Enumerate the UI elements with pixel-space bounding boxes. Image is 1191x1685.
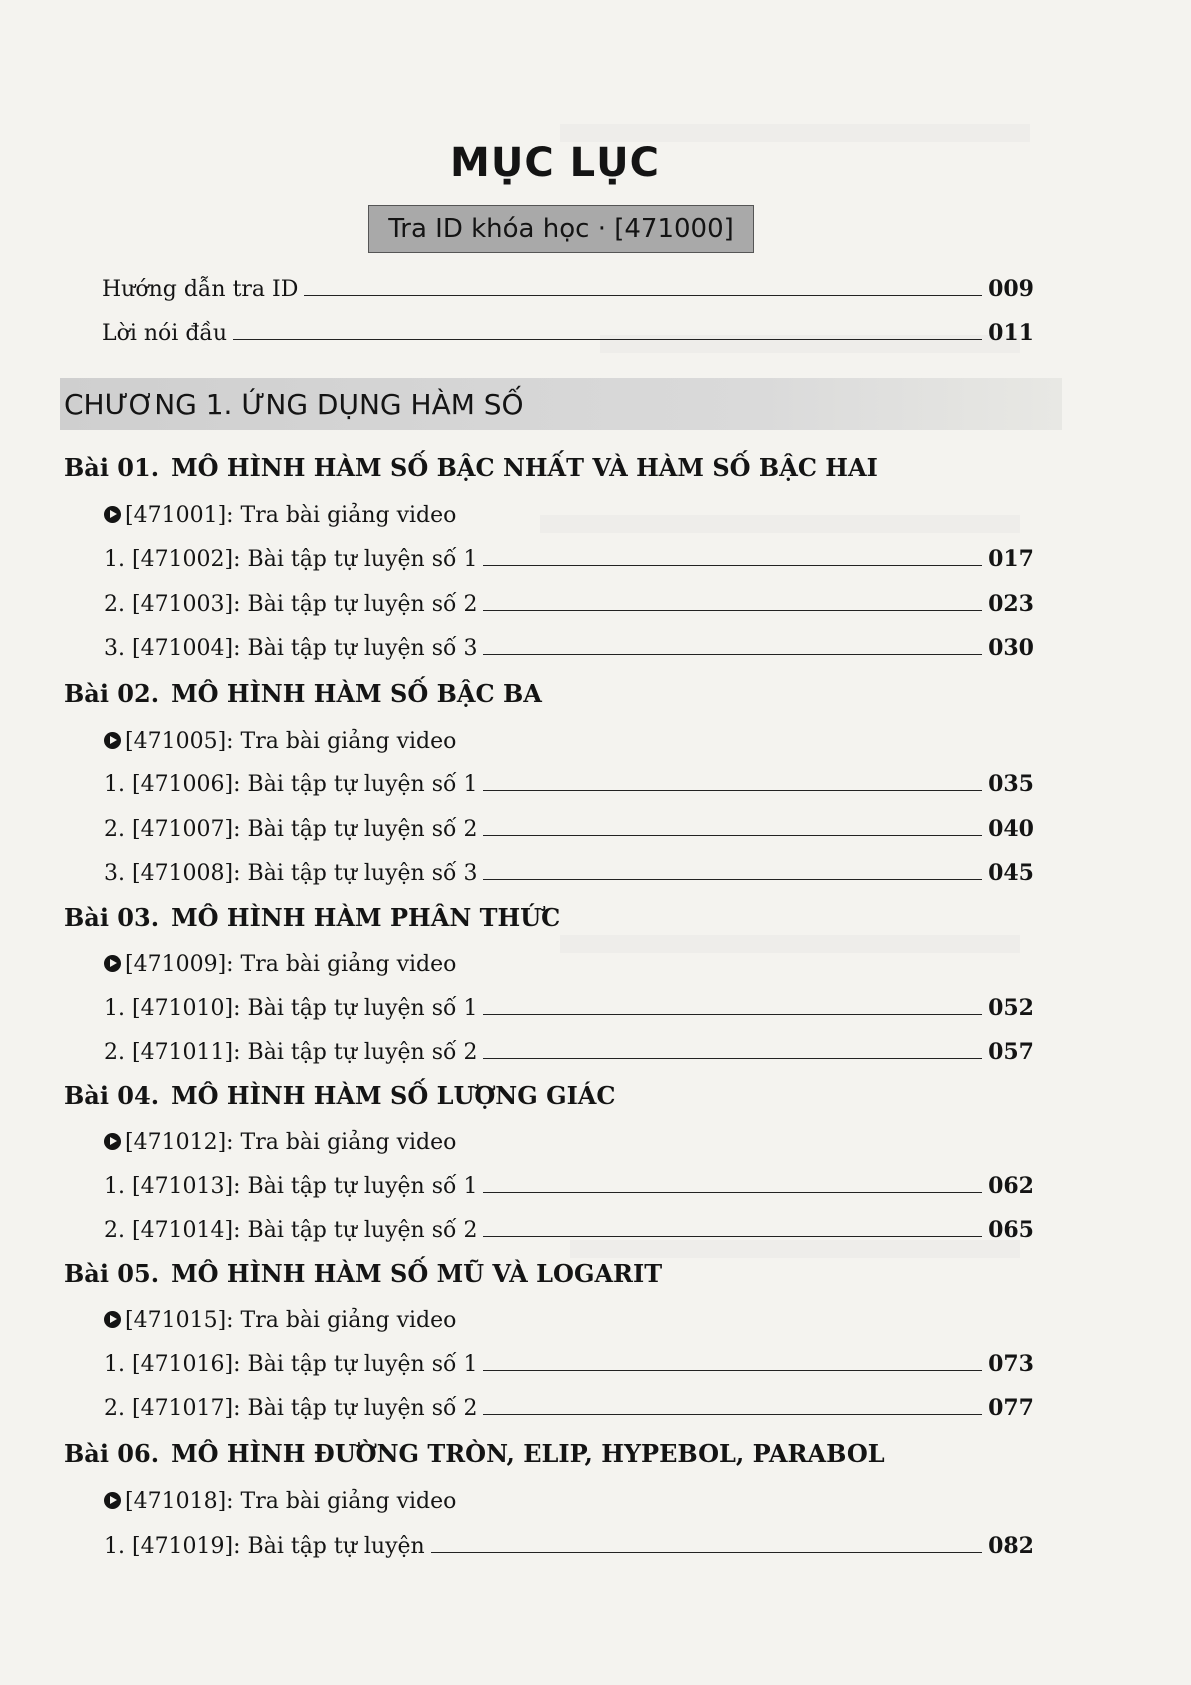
lesson-title: MÔ HÌNH HÀM PHÂN THỨC [171,903,561,932]
dotted-leader [483,654,982,655]
dotted-leader [483,1058,982,1059]
video-label: [471018]: Tra bài giảng video [125,1489,457,1514]
dotted-leader [483,1370,982,1371]
lesson-heading[interactable] [64,1432,885,1468]
toc-entry-label: 1. [471013]: Bài tập tự luyện số 1 [104,1174,478,1199]
toc-entry[interactable] [104,1165,1034,1199]
toc-entry-label: 1. [471010]: Bài tập tự luyện số 1 [104,996,478,1021]
video-link[interactable] [104,943,456,977]
dotted-leader [304,295,982,296]
video-label: [471009]: Tra bài giảng video [125,952,457,977]
toc-entry-page: 045 [988,860,1034,886]
lesson-number: Bài 02. [64,679,160,708]
toc-entry-label: 1. [471016]: Bài tập tự luyện số 1 [104,1352,478,1377]
toc-entry-page: 082 [988,1533,1034,1559]
video-link[interactable] [104,1299,456,1333]
toc-entry-label: 2. [471014]: Bài tập tự luyện số 2 [104,1218,478,1243]
lesson-heading[interactable] [64,672,542,708]
lesson-number: Bài 01. [64,453,160,482]
toc-entry-page: 011 [988,320,1034,346]
video-link[interactable] [104,720,456,754]
lesson-number: Bài 05. [64,1259,160,1288]
toc-entry-page: 065 [988,1217,1034,1243]
video-label: [471005]: Tra bài giảng video [125,729,457,754]
lesson-number: Bài 06. [64,1439,160,1468]
toc-entry[interactable] [104,852,1034,886]
lesson-heading[interactable] [64,446,878,482]
toc-entry[interactable] [104,1209,1034,1243]
toc-entry[interactable] [104,538,1034,572]
video-label: [471015]: Tra bài giảng video [125,1308,457,1333]
lesson-heading[interactable] [64,896,560,932]
lesson-number: Bài 03. [64,903,160,932]
toc-entry-label: 2. [471003]: Bài tập tự luyện số 2 [104,592,478,617]
toc-entry-label: 1. [471006]: Bài tập tự luyện số 1 [104,772,478,797]
play-icon [104,1492,121,1509]
dotted-leader [483,879,982,880]
video-label: [471001]: Tra bài giảng video [125,503,457,528]
toc-entry[interactable] [104,1031,1034,1065]
play-icon [104,1133,121,1150]
video-label: [471012]: Tra bài giảng video [125,1130,457,1155]
toc-entry[interactable] [104,583,1034,617]
toc-entry-label: 2. [471007]: Bài tập tự luyện số 2 [104,817,478,842]
toc-entry-label: 3. [471008]: Bài tập tự luyện số 3 [104,861,478,886]
dotted-leader [483,1414,982,1415]
toc-entry-label: Hướng dẫn tra ID [102,277,299,302]
dotted-leader [483,1192,982,1193]
toc-entry[interactable] [104,1525,1034,1559]
toc-entry-page: 077 [988,1395,1034,1421]
toc-entry-page: 017 [988,546,1034,572]
play-icon [104,732,121,749]
dotted-leader [483,790,982,791]
toc-entry-page: 073 [988,1351,1034,1377]
video-link[interactable] [104,1480,456,1514]
lesson-title: MÔ HÌNH ĐƯỜNG TRÒN, ELIP, HYPEBOL, PARABOL [171,1439,885,1468]
dotted-leader [483,1236,982,1237]
dotted-leader [233,339,982,340]
play-icon [104,1311,121,1328]
toc-entry-page: 030 [988,635,1034,661]
lesson-title: MÔ HÌNH HÀM SỐ MŨ VÀ LOGARIT [171,1259,663,1288]
play-icon [104,506,121,523]
toc-entry[interactable] [102,312,1034,346]
dotted-leader [431,1552,982,1553]
toc-entry-label: 3. [471004]: Bài tập tự luyện số 3 [104,636,478,661]
video-link[interactable] [104,494,456,528]
toc-entry-page: 062 [988,1173,1034,1199]
toc-entry[interactable] [104,987,1034,1021]
toc-entry-label: Lời nói đầu [102,321,228,346]
dotted-leader [483,565,982,566]
lesson-heading[interactable] [64,1252,662,1288]
dotted-leader [483,835,982,836]
toc-entry[interactable] [104,763,1034,797]
toc-entry-page: 057 [988,1039,1034,1065]
toc-entry-page: 052 [988,995,1034,1021]
toc-entry[interactable] [104,1343,1034,1377]
page-title: MỤC LỤC [450,140,660,186]
toc-entry-label: 1. [471019]: Bài tập tự luyện [104,1534,425,1559]
lesson-title: MÔ HÌNH HÀM SỐ BẬC BA [171,679,542,708]
toc-entry-label: 2. [471011]: Bài tập tự luyện số 2 [104,1040,478,1065]
toc-entry-page: 040 [988,816,1034,842]
toc-entry-page: 009 [988,276,1034,302]
toc-entry[interactable] [104,1387,1034,1421]
dotted-leader [483,1014,982,1015]
lesson-heading[interactable] [64,1074,616,1110]
toc-entry-label: 2. [471017]: Bài tập tự luyện số 2 [104,1396,478,1421]
dotted-leader [483,610,982,611]
play-icon [104,955,121,972]
chapter-heading[interactable]: CHƯƠNG 1. ỨNG DỤNG HÀM SỐ [60,378,1062,430]
lesson-number: Bài 04. [64,1081,160,1110]
toc-entry-page: 023 [988,591,1034,617]
toc-entry[interactable] [102,268,1034,302]
course-id-box: Tra ID khóa học · [471000] [368,205,754,253]
toc-entry[interactable] [104,808,1034,842]
toc-entry-page: 035 [988,771,1034,797]
toc-entry[interactable] [104,627,1034,661]
video-link[interactable] [104,1121,456,1155]
lesson-title: MÔ HÌNH HÀM SỐ BẬC NHẤT VÀ HÀM SỐ BẬC HAI [171,453,878,482]
lesson-title: MÔ HÌNH HÀM SỐ LƯỢNG GIÁC [171,1081,616,1110]
toc-entry-label: 1. [471002]: Bài tập tự luyện số 1 [104,547,478,572]
